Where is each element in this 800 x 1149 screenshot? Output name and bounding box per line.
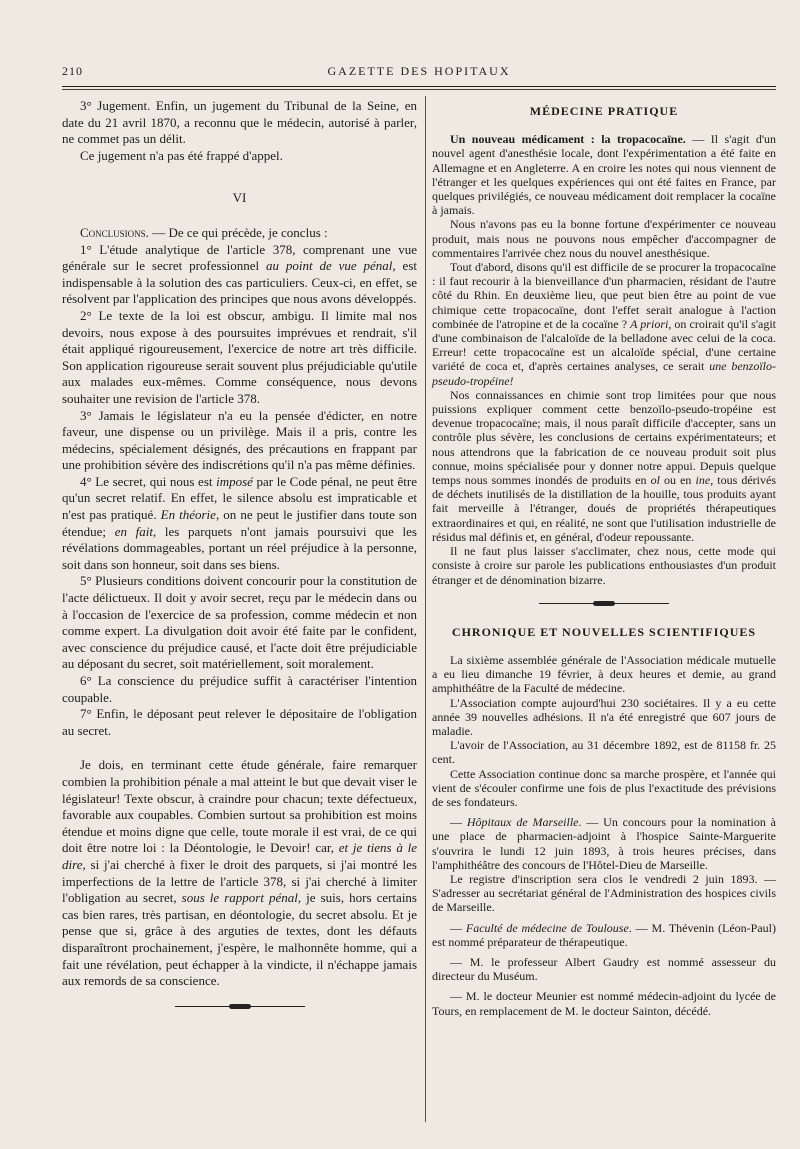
news-paragraph: Cette Association continue donc sa marche prospère, et l'année qui vient de s'écouler confirme une fois de plus l'exactitude des prévisions de ses fondateurs. bbox=[432, 766, 776, 809]
conclusion-7: 7° Enfin, le déposant peut relever le dépositaire de l'obligation au secret. bbox=[62, 706, 417, 738]
italic-run: ine bbox=[695, 473, 711, 488]
italic-run: en fait bbox=[114, 523, 153, 539]
italic-run: ol bbox=[650, 473, 660, 488]
journal-title: GAZETTE DES HOPITAUX bbox=[327, 64, 511, 78]
right-column bbox=[432, 98, 776, 1018]
page-number: 210 bbox=[62, 64, 83, 78]
text-run: 1° L'étude analytique de l'article 378, comprenant une vue générale sur le secret professionnel bbox=[62, 241, 417, 274]
italic-run: A priori bbox=[630, 316, 669, 331]
news-paragraph: L'avoir de l'Association, au 31 décembre 1892, est de 81158 fr. 25 cent. bbox=[432, 738, 776, 767]
text-run: ou en bbox=[659, 473, 696, 488]
italic-run: imposé bbox=[216, 473, 253, 489]
article-title: Un nouveau médicament : la tropacocaïne. bbox=[450, 132, 686, 147]
italic-run: sous le rapport pénal bbox=[181, 890, 298, 906]
news-paragraph: L'Association compte aujourd'hui 230 sociétaires. Il y a eu cette année 39 nouvelles adhésions. Il n'a été enregistré que 607 jours de maladie. bbox=[432, 695, 776, 738]
conclusions-intro bbox=[62, 225, 417, 242]
news-paragraph-marseille bbox=[432, 815, 776, 872]
news-paragraph: — M. le docteur Meunier est nommé médecin-adjoint du lycée de Tours, en remplacement de M. le docteur Sainton, décédé. bbox=[432, 989, 776, 1018]
italic-run: et je tiens à le dire bbox=[62, 840, 417, 872]
text-run: Nos connaissances en chimie sont trop limitées pour que nous puissions expliquer comment cette benzoïlo-pseudo-tropéine est devenue tropacocaïne; mais, il nous paraît difficile d'accepter, sans un contrôle plus sévère, les conclusions de certains expérimentateurs; et nous attendrons que la fabrication de ce nouveau produit soit plus connue, moins spécialisée pour y donner notre appui. Depuis quelque temps nous sommes inondés de produits en bbox=[432, 387, 776, 488]
italic-run: Faculté de médecine de Toulouse bbox=[465, 920, 629, 935]
text-run: , tous dérivés de déchets inutilisés de la distillation de la houille, tous produits ayant fait merveille à l'étranger, doués de propriétés thérapeutiques extraordinaires et qui, en réalité, ne sont que l'utilisation industrielle de résidus mal définis et, en général, d'odeur repoussante. bbox=[432, 473, 777, 544]
news-paragraph: Le registre d'inscription sera clos le vendredi 2 juin 1893. — S'adresser au secrétariat général de l'Administration des hospices civils de Marseille. bbox=[432, 871, 776, 915]
text-run: . — Un concours pour la nomination à une place de pharmacien-adjoint à l'hospice Sainte-Marguerite s'ouvrira le lundi 12 juin 1893, à trois heures précises, dans l'amphithéâtre des concours de l'Hôtel-Dieu de Marseille. bbox=[432, 815, 776, 872]
page-header bbox=[62, 64, 776, 82]
conclusion-1 bbox=[62, 242, 417, 308]
article-paragraph-4 bbox=[432, 388, 776, 544]
conclusion-2: 2° Le texte de la loi est obscur, ambigu. Il limite mal nos devoirs, nous expose à des poursuites imprévues et rendrait, s'il était appliqué rigoureusement, l'exercice de notre art très difficile. Son application rigoureuse serait souvent plus préjudiciable qu'utile aux malades eux-mêmes. Comme conséquence, nous devons souhaiter une revision de l'article 378. bbox=[62, 307, 417, 406]
conclusions-label: Conclusions. bbox=[80, 224, 149, 240]
italic-run: au point de vue pénal bbox=[266, 258, 393, 274]
column-divider bbox=[425, 96, 426, 1122]
text-run: , on ne peut le justifier dans toute son étendue; bbox=[62, 507, 417, 539]
news-paragraph: La sixième assemblée générale de l'Association médicale mutuelle a eu lieu dimanche 19 février, à deux heures et demie, au grand amphithéâtre de la Faculté de médecine. bbox=[432, 652, 776, 696]
article-paragraph-5: Il ne faut plus laisser s'acclimater, chez nous, cette mode qui consiste à croire sur parole les publications enthousiastes d'un produit étranger et de dénomination bizarre. bbox=[432, 544, 776, 587]
text-run: 4° Le secret, qui nous est bbox=[80, 473, 217, 489]
ornament-separator bbox=[175, 1004, 305, 1010]
section-number: VI bbox=[232, 190, 247, 206]
article-paragraph-1 bbox=[432, 132, 776, 217]
italic-run: En théorie bbox=[160, 507, 216, 523]
article-paragraph-2: Nous n'avons pas eu la bonne fortune d'expérimenter ce nouveau produit, mais nous ne pouvons nous empêcher d'accompagner de commentaires l'arrivée chez nous du nouvel anesthésique. bbox=[432, 217, 776, 260]
text-run: par le Code pénal, ne peut être qu'un secret relatif. En effet, le silence absolu est impraticable et n'est pas pratiqué. bbox=[62, 473, 417, 523]
final-paragraph bbox=[62, 757, 417, 989]
conclusion-6: 6° La conscience du préjudice suffit à caractériser l'intention coupable. bbox=[62, 673, 417, 705]
italic-run: Hôpitaux de Marseille bbox=[466, 815, 579, 830]
text-run: Je dois, en terminant cette étude générale, faire remarquer combien la prohibition pénale a mal atteint le but que devait viser le législateur! Texte obscur, à craindre pour chacun; texte défectueux, favorable aux coupables. Combien surtout sa prohibition est moins étendue et moins digne que celle, toute morale il est vrai, de ce qui doit être notre loi : la Déontologie, le Devoir! car, bbox=[62, 757, 417, 856]
text-run: Tout d'abord, disons qu'il est difficile de se procurer la tropacocaïne : il faut recourir à la bienveillance d'un pharmacien, résidant de l'autre côté du Rhin. En deuxième lieu, que peut bien être au point de vue chimique cette tropacocaïne, dont l'effet serait analogue à l'action combinée de l'atropine et de la cocaïne ? bbox=[432, 260, 776, 331]
ornament-separator bbox=[539, 601, 669, 607]
conclusions-text: — De ce qui précède, je conclus : bbox=[148, 224, 328, 240]
conclusion-3: 3° Jamais le législateur n'a eu la pensée d'édicter, en notre faveur, une dispense ou un privilège. Mais il a pris, contre les médecins, spécialement désignés, des précautions en frappant par une prohibition sévère des indiscrétions qu'il n'a pas même définies. bbox=[62, 407, 417, 473]
text-run: . — M. Thévenin (Léon-Paul) est nommé préparateur de thérapeutique. bbox=[432, 920, 776, 949]
paragraph-appel: Ce jugement n'a pas été frappé d'appel. bbox=[80, 147, 283, 163]
header-rule bbox=[62, 86, 776, 87]
conclusion-5: 5° Plusieurs conditions doivent concourir pour la constitution de l'acte délictueux. Il doit y avoir secret, reçu par le médecin dans ou à l'occasion de l'exercice de sa profession, comme médecin et non comme expert. La divulgation doit avoir été faite par le confident, avec conscience du préjudice causé, et l'acte doit être préjudiciable au déposant du secret, soit matériellement, soit moralement. bbox=[62, 573, 417, 672]
section-title-chronique: CHRONIQUE ET NOUVELLES SCIENTIFIQUES bbox=[451, 624, 757, 639]
article-paragraph-3 bbox=[432, 260, 776, 388]
text-run: , je suis, hors certains cas bien rares, très partisan, en déontologie, du secret absolu. Et je pense que si, grâce à des arguties de textes, dont les défauts disparaîtront prochainement, j'espère, le malhonnête homme, qui a fait une révélation, peut échapper à la vindicte, il n'échappe jamais aux remords de sa conscience. bbox=[62, 890, 417, 989]
text-run: — bbox=[450, 920, 466, 935]
header-rule-thin bbox=[62, 89, 776, 90]
text-run: — Il s'agit d'un nouvel agent d'anesthésie locale, dont l'expérimentation a été faite en Allemagne et en Angleterre. A en croire les notes qui nous viennent de l'étranger et les quelques expériences qui ont été faites en France, par quelques privilégiés, ce nouveau médicament doit remplacer la cocaïne à jamais. bbox=[432, 132, 776, 218]
text-run: — bbox=[450, 815, 467, 830]
left-column bbox=[62, 98, 417, 1010]
text-run: , si j'ai cherché à fixer le droit des parquets, si j'ai montré les imperfections de la lettre de l'article 378, si j'ai cherché à limiter l'obligation au secret, bbox=[62, 856, 417, 906]
news-paragraph-toulouse bbox=[432, 921, 776, 949]
section-title-medecine-pratique: MÉDECINE PRATIQUE bbox=[529, 104, 679, 118]
news-paragraph: — M. le professeur Albert Gaudry est nommé assesseur du directeur du Muséum. bbox=[432, 954, 776, 984]
text-run: , les parquets n'ont jamais poursuivi que les révélations dommageables, portant un réel préjudice à la personne, soit dans son honneur, soit dans ses biens. bbox=[62, 523, 417, 572]
text-run: , on croirait qu'il s'agit d'une combinaison de l'alcaloïde de la belladone avec celui de la coca. Erreur! cette tropacocaïne est un alcaloïde spécial, d'une certaine variété de coca et, d'après certaines analyses, ce serait bbox=[432, 316, 776, 374]
conclusion-4 bbox=[62, 474, 417, 574]
italic-run: une benzoïlo-pseudo-tropéine! bbox=[432, 359, 776, 388]
text-run: , est indispensable à la solution des cas particuliers. Ceux-ci, en effet, se résolvent par l'application des principes que nous avons développés. bbox=[62, 258, 417, 307]
paragraph-jugement: 3° Jugement. Enfin, un jugement du Tribunal de la Seine, en date du 21 avril 1870, a reconnu que le médecin, autorisé à parler, ne commet pas un délit. bbox=[62, 98, 417, 147]
